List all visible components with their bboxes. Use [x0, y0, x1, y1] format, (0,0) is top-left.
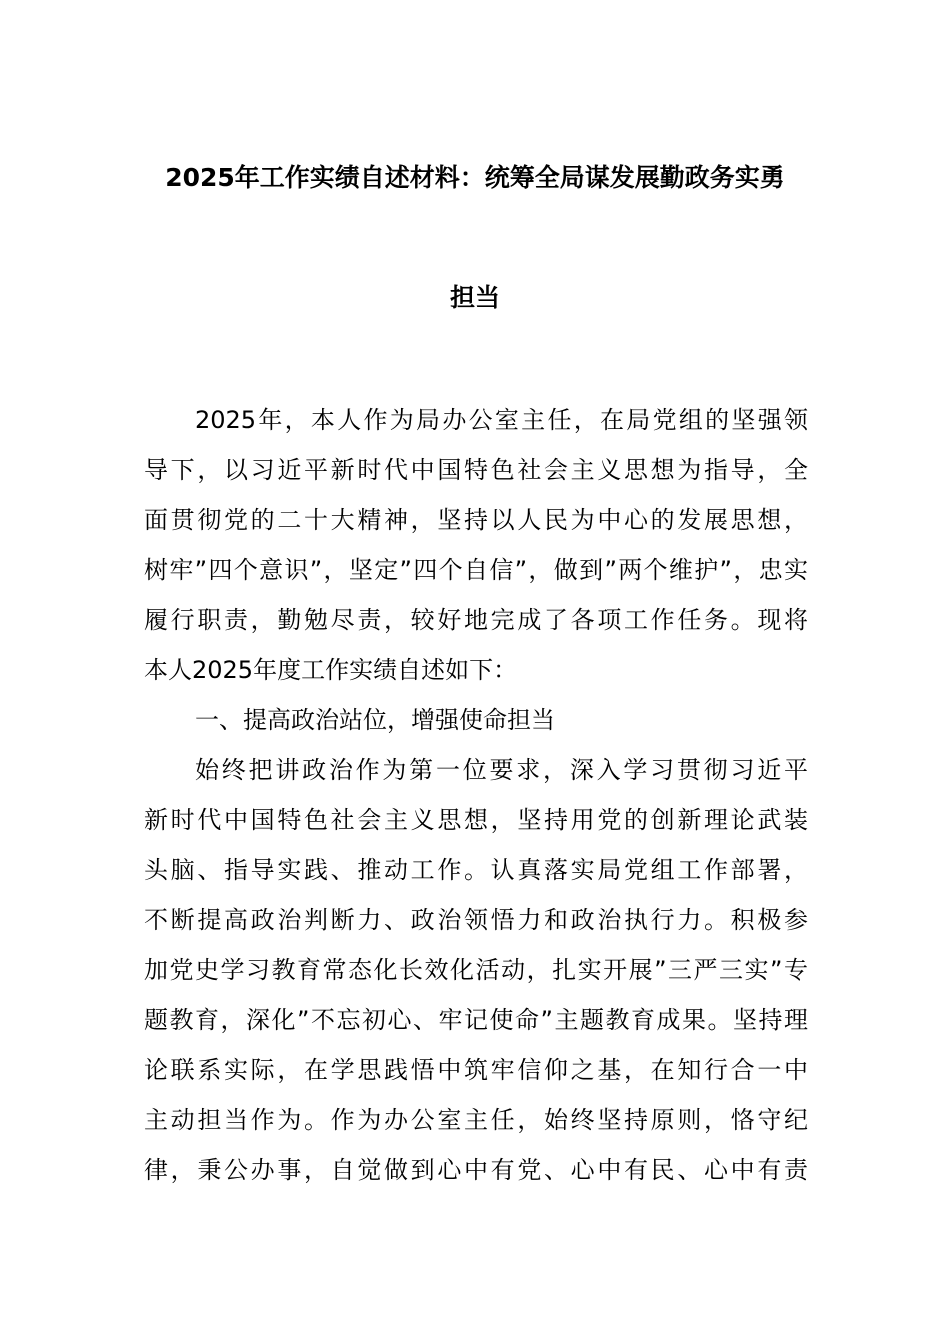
- paragraph-line: 新时代中国特色社会主义思想，坚持用党的创新理论武装: [144, 806, 808, 834]
- paragraph-line: 律，秉公办事，自觉做到心中有党、心中有民、心中有责: [144, 1156, 808, 1184]
- paragraph-line: 主动担当作为。作为办公室主任，始终坚持原则，恪守纪: [144, 1106, 808, 1134]
- document-title-line-2: 担当: [449, 283, 500, 312]
- paragraph-line: 导下，以习近平新时代中国特色社会主义思想为指导，全: [144, 456, 808, 484]
- paragraph-line: 始终把讲政治作为第一位要求，深入学习贯彻习近平: [195, 756, 808, 784]
- paragraph-line: 面贯彻党的二十大精神，坚持以人民为中心的发展思想，: [144, 506, 808, 534]
- paragraph-line: 加党史学习教育常态化长效化活动，扎实开展”三严三实”专: [144, 956, 808, 984]
- paragraph-line: 不断提高政治判断力、政治领悟力和政治执行力。积极参: [144, 906, 808, 934]
- document-title-line-1: 2025年工作实绩自述材料：统筹全局谋发展勤政务实勇: [165, 163, 785, 192]
- paragraph-line: 题教育，深化”不忘初心、牢记使命”主题教育成果。坚持理: [144, 1006, 808, 1034]
- paragraph-line: 2025年，本人作为局办公室主任，在局党组的坚强领: [195, 406, 808, 434]
- paragraph-line: 头脑、指导实践、推动工作。认真落实局党组工作部署，: [144, 856, 808, 884]
- paragraph-line: 论联系实际，在学思践悟中筑牢信仰之基，在知行合一中: [144, 1056, 808, 1084]
- paragraph-line: 履行职责，勤勉尽责，较好地完成了各项工作任务。现将: [144, 606, 808, 634]
- paragraph-line: 本人2025年度工作实绩自述如下：: [144, 656, 518, 684]
- section-heading: 一、提高政治站位，增强使命担当: [195, 706, 555, 734]
- paragraph-line: 树牢”四个意识”，坚定”四个自信”，做到”两个维护”，忠实: [144, 556, 808, 584]
